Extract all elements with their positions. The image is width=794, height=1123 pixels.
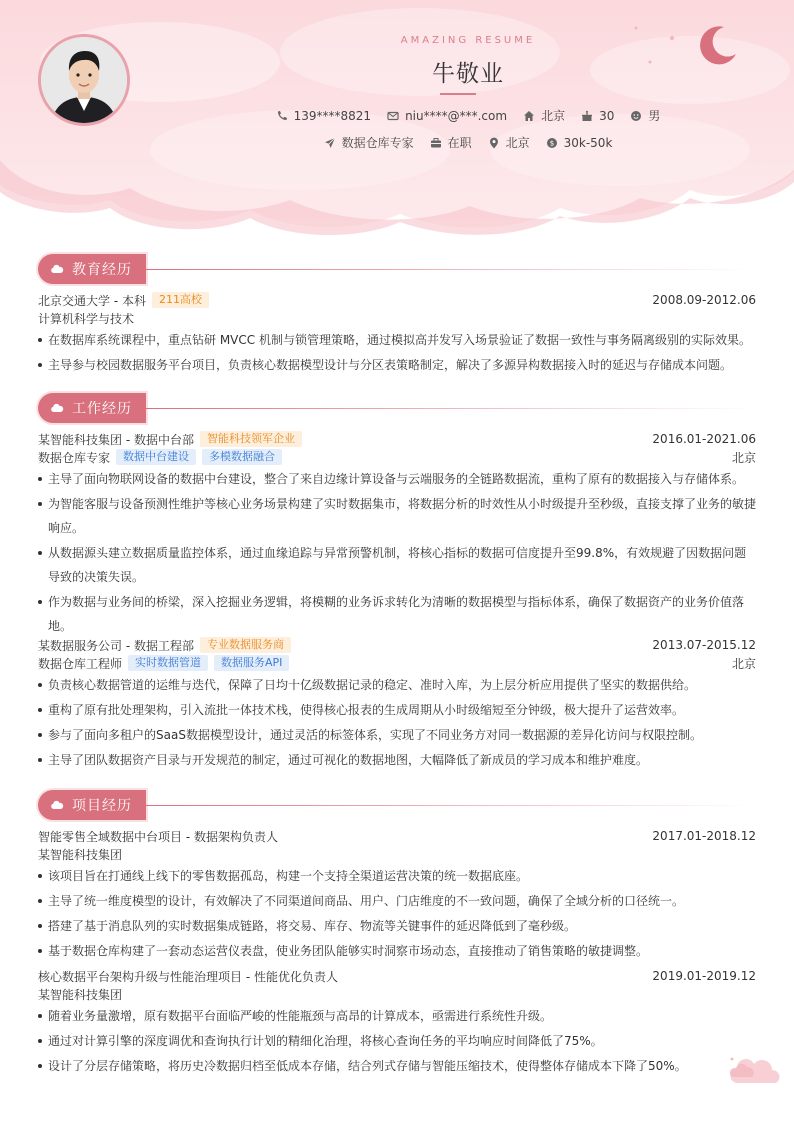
project-bullets xyxy=(38,1004,756,1078)
job-info-row xyxy=(180,134,756,151)
list-item: 主导了面向物联网设备的数据中台建设，整合了来自边缘计算设备与云端服务的全链路数据流，重构了原有的数据接入与存储体系。 xyxy=(38,467,756,491)
contact-email xyxy=(387,109,507,123)
list-item: 从数据源头建立数据质量监控体系，通过血缘追踪与异常预警机制，将核心指标的数据可信度提升至99.8%，有效规避了因数据问题导致的决策失误。 xyxy=(38,541,756,589)
home-icon xyxy=(523,110,535,122)
work-section-tab xyxy=(38,393,146,423)
list-item: 通过对计算引擎的深度调优和查询执行计划的精细化治理，将核心查询任务的平均响应时间降低了75%。 xyxy=(38,1029,756,1053)
job-salary-value: 30k-50k xyxy=(563,135,613,150)
job-status xyxy=(430,134,472,151)
resume-tagline: AMAZING RESUME xyxy=(400,35,536,46)
company-name: 某智能科技集团 - 数据中台部 xyxy=(38,432,194,447)
work-section-title: 工作经历 xyxy=(72,401,132,417)
list-item: 随着业务量激增，原有数据平台面临严峻的性能瓶颈与高昂的计算成本，亟需进行系统性升级。 xyxy=(38,1004,756,1028)
decorative-cloud-icon xyxy=(728,1055,784,1085)
contact-info-row xyxy=(180,107,756,124)
contact-age xyxy=(581,109,614,123)
job-location-value: 北京 xyxy=(505,136,530,150)
project-date: 2019.01-2019.12 xyxy=(652,969,756,983)
work-section-header xyxy=(38,393,756,423)
work-entry xyxy=(38,430,756,639)
education-date: 2008.09-2012.06 xyxy=(652,293,756,307)
list-item: 主导了统一维度模型的设计，有效解决了不同渠道间商品、用户、门店维度的不一致问题，确保了全域分析的口径统一。 xyxy=(38,889,756,913)
job-role: 数据仓库工程师 xyxy=(38,656,123,671)
hometown-value: 北京 xyxy=(541,109,566,123)
work-entry xyxy=(38,636,756,773)
company-tag: 智能科技领军企业 xyxy=(200,431,302,447)
job-target xyxy=(324,134,414,151)
project-section-header xyxy=(38,790,756,820)
contact-phone xyxy=(276,109,371,123)
project-entry xyxy=(38,967,756,1079)
job-target-value: 数据仓库专家 xyxy=(341,136,414,150)
project-org: 某智能科技集团 xyxy=(38,847,123,862)
phone-icon xyxy=(276,110,288,122)
mail-icon xyxy=(387,110,399,122)
school-tag: 211高校 xyxy=(152,292,209,308)
work-city: 北京 xyxy=(731,656,756,671)
school-name: 北京交通大学 - 本科 xyxy=(38,293,146,308)
project-org: 某智能科技集团 xyxy=(38,987,123,1002)
age-value: 30 xyxy=(599,108,615,123)
work-bullets xyxy=(38,467,756,638)
project-section-title: 项目经历 xyxy=(72,798,132,814)
avatar xyxy=(38,34,130,126)
major-name: 计算机科学与技术 xyxy=(38,311,135,326)
skill-tag: 多模数据融合 xyxy=(202,449,282,465)
education-entry xyxy=(38,291,756,378)
list-item: 负责核心数据管道的运维与迭代，保障了日均十亿级数据记录的稳定、准时入库，为上层分析应用提供了坚实的数据供给。 xyxy=(38,673,756,697)
job-status-value: 在职 xyxy=(447,136,472,150)
phone-value: 139****8821 xyxy=(293,108,372,123)
project-name: 核心数据平台架构升级与性能治理项目 - 性能优化负责人 xyxy=(38,969,338,984)
job-salary xyxy=(546,136,613,150)
age-icon xyxy=(581,110,593,122)
project-entry xyxy=(38,827,756,964)
svg-text:$: $ xyxy=(549,139,554,148)
education-bullets xyxy=(38,328,756,377)
skill-tag: 数据中台建设 xyxy=(116,449,196,465)
list-item: 搭建了基于消息队列的实时数据集成链路，将交易、库存、物流等关键事件的延迟降低到了毫秒级。 xyxy=(38,914,756,938)
skill-tag: 实时数据管道 xyxy=(128,655,208,671)
section-divider xyxy=(146,269,756,270)
list-item: 在数据库系统课程中，重点钻研 MVCC 机制与锁管理策略，通过模拟高并发写入场景验证了数据一致性与事务隔离级别的实际效果。 xyxy=(38,328,756,352)
work-city: 北京 xyxy=(731,450,756,465)
company-tag: 专业数据服务商 xyxy=(200,637,291,653)
list-item: 重构了原有批处理架构，引入流批一体技术栈，使得核心报表的生成周期从小时级缩短至分钟级，极大提升了运营效率。 xyxy=(38,698,756,722)
candidate-name: 牛敬业 xyxy=(432,61,504,87)
salary-icon xyxy=(546,137,558,149)
job-location xyxy=(488,134,530,151)
education-section-title: 教育经历 xyxy=(72,262,132,278)
send-icon xyxy=(324,137,336,149)
email-value: niu****@***.com xyxy=(405,108,508,123)
gender-value: 男 xyxy=(648,109,661,123)
contact-gender xyxy=(630,107,660,124)
list-item: 设计了分层存储策略，将历史冷数据归档至低成本存储，结合列式存储与智能压缩技术，使得整体存储成本下降了50%。 xyxy=(38,1054,756,1078)
cloud-icon xyxy=(50,264,64,274)
list-item: 主导了团队数据资产目录与开发规范的制定，通过可视化的数据地图，大幅降低了新成员的学习成本和维护难度。 xyxy=(38,748,756,772)
list-item: 作为数据与业务间的桥梁，深入挖掘业务逻辑，将模糊的业务诉求转化为清晰的数据模型与指标体系，确保了数据资产的业务价值落地。 xyxy=(38,590,756,638)
list-item: 该项目旨在打通线上线下的零售数据孤岛，构建一个支持全渠道运营决策的统一数据底座。 xyxy=(38,864,756,888)
work-bullets xyxy=(38,673,756,772)
status-icon xyxy=(430,137,442,149)
job-role: 数据仓库专家 xyxy=(38,450,111,465)
list-item: 参与了面向多租户的SaaS数据模型设计，通过灵活的标签体系，实现了不同业务方对同一数据源的差异化访问与权限控制。 xyxy=(38,723,756,747)
work-date: 2013.07-2015.12 xyxy=(652,638,756,652)
project-section-tab xyxy=(38,790,146,820)
contact-hometown xyxy=(523,107,565,124)
cloud-icon xyxy=(50,800,64,810)
section-divider xyxy=(146,805,756,806)
moon-icon xyxy=(697,24,739,66)
company-name: 某数据服务公司 - 数据工程部 xyxy=(38,638,194,653)
section-divider xyxy=(146,408,756,409)
avatar-portrait-icon xyxy=(41,37,127,123)
cloud-icon xyxy=(50,403,64,413)
skill-tag: 数据服务API xyxy=(214,655,289,671)
name-underline xyxy=(440,93,476,95)
location-icon xyxy=(488,137,500,149)
list-item: 主导参与校园数据服务平台项目，负责核心数据模型设计与分区表策略制定，解决了多源异构数据接入时的延迟与存储成本问题。 xyxy=(38,353,756,377)
education-section-header xyxy=(38,254,756,284)
work-date: 2016.01-2021.06 xyxy=(652,432,756,446)
project-bullets xyxy=(38,864,756,963)
project-name: 智能零售全域数据中台项目 - 数据架构负责人 xyxy=(38,829,278,844)
project-date: 2017.01-2018.12 xyxy=(652,829,756,843)
list-item: 为智能客服与设备预测性维护等核心业务场景构建了实时数据集市，将数据分析的时效性从小时级提升至秒级，直接支撑了业务的敏捷响应。 xyxy=(38,492,756,540)
education-section-tab xyxy=(38,254,146,284)
gender-icon xyxy=(630,110,642,122)
list-item: 基于数据仓库构建了一套动态运营仪表盘，使业务团队能够实时洞察市场动态，直接推动了销售策略的敏捷调整。 xyxy=(38,939,756,963)
